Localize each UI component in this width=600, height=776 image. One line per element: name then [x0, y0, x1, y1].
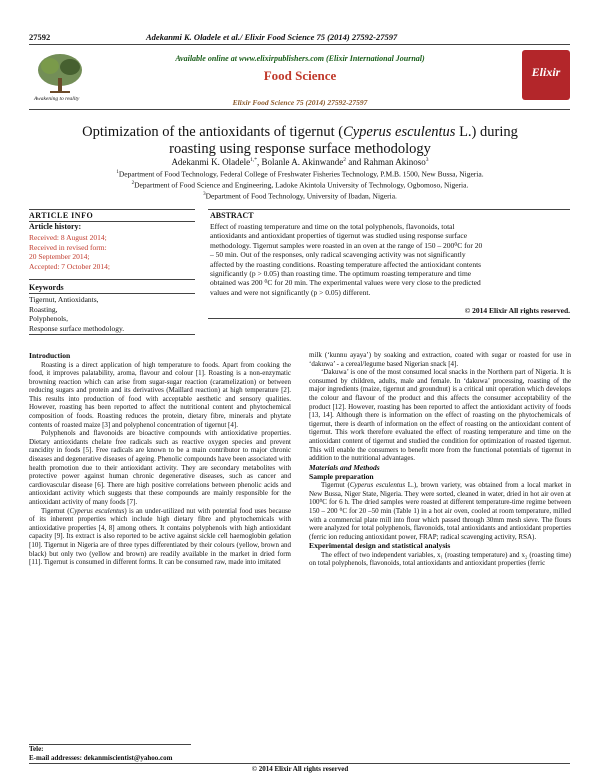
intro-heading: Introduction	[29, 351, 71, 360]
footer-rule	[29, 744, 191, 745]
history-item: 20 September 2014;	[29, 252, 90, 261]
paragraph: milk (‘kunnu ayaya’) by soaking and extraction, coated with sugar or roasted for use in ‘dakuwa’ - a cereal/legume based Nigerian snack [4].	[309, 351, 571, 368]
keywords-list	[29, 295, 195, 333]
history-list	[29, 233, 195, 271]
journal-rule	[29, 109, 570, 110]
info-rule-top	[29, 209, 195, 210]
article-title: Optimization of the antioxidants of tigernut (Cyperus esculentus L.) during roasting using response surface methodology	[82, 124, 518, 157]
paragraph: Roasting is a direct application of high temperature to foods. Apart from cooking the food, it improves palatability, aroma, flavour and colour [1]. Roasting is a non-enzymatic browning reaction which can arise from sugar-sugar reaction (caramelization) or between reducing sugars and protein and its derivatives (Maillard reaction) at high temperature [2]. This results into production of food with acceptable aesthetic and sensory qualities. However, roasting has been reported to affect the nutritional content and phytochemical composition of foods. Roasting reduces the protein, dietary fibre, minerals and phytate contents of roasted maize [3] and polyphenol concentration of tigernut [4].	[29, 360, 291, 429]
paragraph: The effect of two independent variables, x₁ (roasting temperature) and x₂ (roasting time) on total polyphenols, flavonoids, total antioxidants and antioxidant properties (ferric	[309, 550, 571, 568]
journal-logo-elixir	[522, 50, 570, 100]
experimental-design-heading: Experimental design and statistical analysis	[309, 541, 451, 551]
header-rule	[29, 44, 570, 45]
affiliation-1: $^1$Department of Food Technology, Federal College of Freshwater Fisheries Technology, P.M.B. 1500, New Bussa, Nigeria.	[116, 169, 484, 179]
abstract-rule-bottom	[208, 318, 570, 319]
body-left-column	[29, 351, 291, 567]
article-info-heading: ARTICLE INFO	[29, 211, 94, 220]
footer-tele: Tele:	[29, 745, 44, 753]
keywords-label: Keywords	[29, 283, 64, 292]
affiliation-3: $^3$Department of Food Technology, University of Ibadan, Nigeria.	[203, 191, 397, 201]
materials-methods-heading: Materials and Methods	[309, 462, 380, 472]
footer-copyright: © 2014 Elixir All rights reserved	[251, 765, 349, 773]
authors: Adekanmi K. Oladele$^{1,*}$, Bolanle A. Akinwande$^2$ and Rahman Akinoso$^3$	[171, 157, 429, 167]
info-rule-bottom	[29, 334, 195, 335]
keyword-item: Response surface methodology.	[29, 323, 125, 333]
keyword-item: Roasting,	[29, 304, 58, 314]
paragraph: ‘Dakuwa’ is one of the most consumed local snacks in the Northern part of Nigeria. It is consumed by children, adults, male and female. In ‘dakuwa’ processing, roasting of the major ingredients (maize, tigernut and groundnut) is a critical unit operation which develops the colour and flavour of the product and this affects the consumer acceptability of the product [12]. However, roasting has been reported to affect the antioxidant activity of foods [13, 14]. Although there is information on the effect of roasting on the phytochemicals of tigernut, there is dearth of information on the effect of roasting on the antioxidant content of tigernut. This work therefore evaluated the effect of roasting temperature and time on the antioxidant content of tigernut and studied the condition for optimization of roasted tigernut. This will enable the consumers to benefit more from the functional potentials of tigernut in addition to the nutritional advantages.	[309, 368, 571, 463]
keyword-item: Tigernut, Antioxidants,	[29, 295, 99, 304]
abstract-body: Effect of roasting temperature and time on the total polyphenols, flavonoids, total antioxidants and antioxidant properties of tigernut was studied using response surface methodology. Tigernut samples were roasted in an oven at the range of 150 – 200⁰C for 20 – 50 min. Out of the responses, only radical scavenging activity was not significantly affected by the roasting conditions. Roasting temperature affected the antioxidant contents significantly (p > 0.05) than roasting time. The optimum roasting temperature and time obtained was 200 ⁰C for 20 min. The experimental values were very close to the predicted values and were not significantly (p > 0.05) different.	[210, 222, 483, 297]
logo-left-caption: Awakening to reality	[34, 96, 80, 102]
keyword-item: Polyphenols,	[29, 314, 68, 323]
footer-rule-2	[29, 763, 570, 764]
history-label: Article history:	[29, 222, 82, 231]
journal-name: Food Science	[263, 68, 337, 83]
footer-email: E-mail addresses: dekanmiscientist@yahoo.com	[29, 754, 173, 762]
running-title: Adekanmi K. Oladele et al./ Elixir Food Science 75 (2014) 27592-27597	[146, 32, 398, 42]
keywords-rule	[29, 279, 195, 280]
logo-right-text: Elixir	[531, 65, 561, 79]
keywords-rule-2	[29, 293, 195, 294]
history-item: Received: 8 August 2014;	[29, 233, 107, 242]
paragraph: Polyphenols and flavonoids are bioactive compounds with antioxidative properties. Dietary antioxidants chelate free radicals such as reactive oxygen species and prevent rancidity in foods [5]. Free radicals are known to be a main contributor to major chronic diseases and degenerative diseases of ageing. Phenolic compounds have been associated with health promotion due to their antioxidant activity. They are secondary metabolites with protective power against human chronic degenerative diseases, such as cancer and cardiovascular disease [6]. There are high positive correlations between phenolic acids and antioxidant activity which suggests that these compounds are mainly responsible for the antioxidant activity of many foods [7].	[29, 429, 291, 506]
abstract-rule-top	[208, 209, 570, 210]
paragraph: Tigernut (Cyperus esculentus) is an under-utilized nut with potential food uses because of its inherent properties which include high dietary fibre and phytochemicals with antioxidative properties [4, 8] among others. It contains polyphenols with high antioxidant capacity [9]. Its extract is also reported to be active against sickle cell haemoglobin gelation [10]. Tigernut in Nigeria are of three types differentiated by their colours (yellow, brown and black) but only two (yellow and brown) are readily available in the market in dried form [11]. Tigernut is consumed in different forms. It can be consumed raw, made into imitated	[29, 506, 291, 567]
abstract-heading: ABSTRACT	[210, 211, 254, 220]
history-item: Received in revised form:	[29, 242, 107, 252]
sample-prep-heading: Sample preparation	[309, 471, 374, 481]
body-right-column	[309, 351, 571, 568]
affiliations	[0, 168, 600, 201]
journal-citation: Elixir Food Science 75 (2014) 27592-27597	[232, 98, 368, 107]
history-item: Accepted: 7 October 2014;	[29, 261, 111, 271]
available-online: Available online at www.elixirpublishers.com (Elixir International Journal)	[175, 54, 425, 63]
abstract-copyright: © 2014 Elixir All rights reserved.	[464, 306, 570, 315]
page-number: 27592	[29, 32, 51, 42]
affiliation-2: $^2$Department of Food Science and Engineering, Ladoke Akintola University of Technology, Ogbomoso, Nigeria.	[131, 180, 469, 190]
paragraph: Tigernut (Cyperus esculentus L.), brown variety, was obtained from a local market in New Bussa, Niger State, Nigeria. They were sorted, cleaned in water, dried in hot air oven at 100⁰C for 6 h. The dried samples were roasted at different temperature-time regime between 150 – 200 ⁰C for 20 –50 min (Table 1) in a hot air oven, cooled at room temperature, milled with a commercial plate mill into flour which passed through 30mm mesh sieve. The flours were analyzed for total polyphenols, flavonoids, total antioxidants and antioxidant properties (ferric ion reducing antioxidant power, FRAP; radical scavenging activity, RSA).	[309, 481, 571, 541]
